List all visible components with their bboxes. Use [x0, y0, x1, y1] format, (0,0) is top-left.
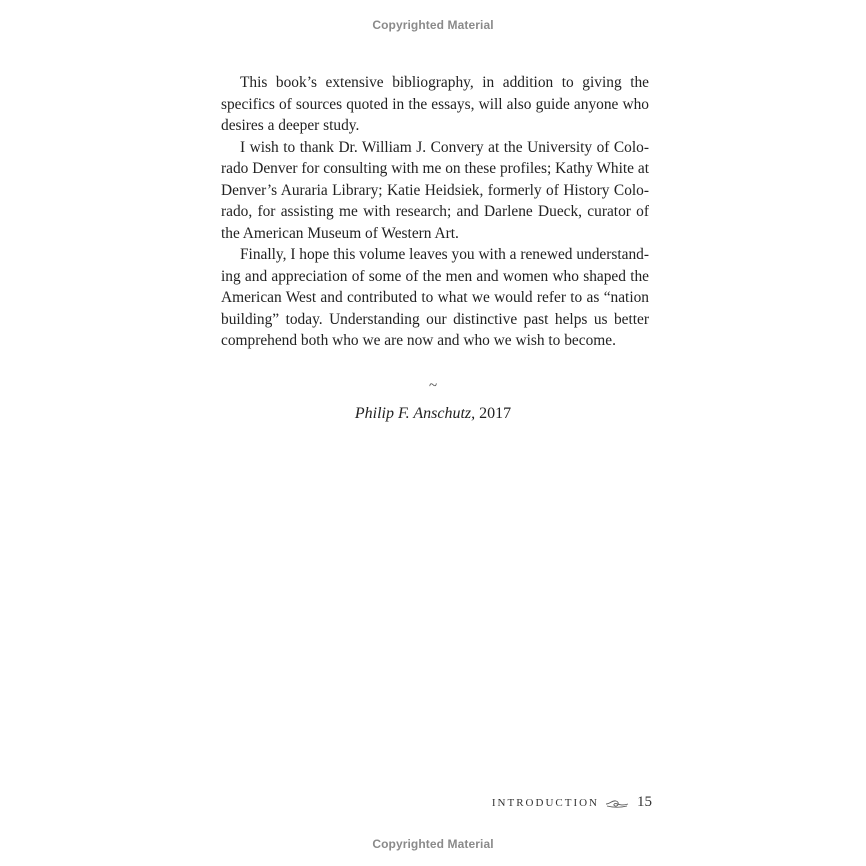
watermark-bottom: Copyrighted Material: [372, 837, 494, 851]
scroll-flourish-icon: [605, 797, 629, 809]
tilde-ornament: ~: [428, 378, 438, 394]
watermark-top: Copyrighted Material: [372, 18, 494, 32]
running-footer: [492, 794, 652, 811]
paragraph-bibliography: This book’s extensive bibliography, in addition to giving the specifics of sources quoted in the essays, will also guide anyone who desires a deeper study.: [221, 74, 649, 134]
signature: [0, 405, 866, 423]
page-number: 15: [637, 794, 652, 810]
signature-year: 2017: [479, 405, 512, 422]
paragraph-closing: Finally, I hope this volume leaves you with a renewed understanding and appreciation of some of the men and women who shaped the American West and contributed to what we would refer to as “nation building” today. Understanding our distinctive past helps us better comprehend both who we are now and who we wish to become.: [221, 246, 649, 349]
body-text: [221, 72, 649, 352]
paragraph-acknowledgments: I wish to thank Dr. William J. Convery at the University of Colorado Denver for consulting with me on these profiles; Kathy White at Denver’s Auraria Library; Katie Heidsiek, formerly of History Colorado, for assisting me with research; and Darlene Dueck, curator of the American Museum of Western Art.: [221, 138, 649, 242]
section-title: INTRODUCTION: [491, 796, 599, 809]
signature-name: Philip F. Anschutz,: [354, 405, 476, 422]
